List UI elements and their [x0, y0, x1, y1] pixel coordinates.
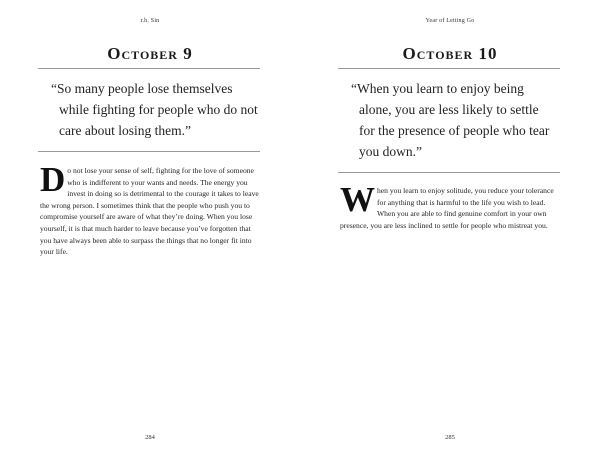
bottom-rule [338, 172, 560, 173]
drop-cap: W [340, 180, 375, 219]
quote-line: while fighting for people who do not [59, 102, 258, 117]
right-page [300, 0, 600, 465]
body-text: o not lose your sense of self, fighting for the love of someone who is indifferent to your wants and needs. The energy you invest in doing so is detrimental to the courage it takes to leave the wrong person. I sometimes think that the people who push you to compromise yourself are aware of what they’re doing. When you lose yourself, it is that much harder to leave because you’ve forgotten that you have always been able to surpass the things that no longer fit into your life. [40, 166, 259, 257]
body-paragraph [40, 160, 262, 258]
running-head-author: r.h. Sin [140, 18, 160, 24]
quote-line: “When you learn to enjoy being [351, 81, 524, 96]
top-rule [338, 68, 560, 69]
quote-line: alone, you are less likely to settle [359, 102, 539, 117]
body-paragraph [340, 180, 562, 231]
page-number: 284 [145, 434, 155, 441]
quote-line: you down.” [359, 144, 422, 159]
drop-cap: D [40, 160, 66, 199]
quote-line: care about losing them.” [59, 123, 191, 138]
quote-line: “So many people lose themselves [51, 81, 233, 96]
bottom-rule [38, 151, 260, 152]
date-title: October 9 [107, 44, 193, 63]
date-title: October 10 [402, 44, 498, 63]
quote-line: for the presence of people who tear [359, 123, 550, 138]
running-head-title: Year of Letting Go [425, 18, 475, 24]
pull-quote [51, 78, 258, 141]
body-text: hen you learn to enjoy solitude, you reduce your tolerance for anything that is harmful to the life you wish to lead. When you are able to find genuine comfort in your own presence, you are less inclined to settle for people who mistreat you. [340, 186, 554, 230]
page-number: 285 [445, 434, 455, 441]
top-rule [38, 68, 260, 69]
pull-quote [351, 78, 549, 162]
